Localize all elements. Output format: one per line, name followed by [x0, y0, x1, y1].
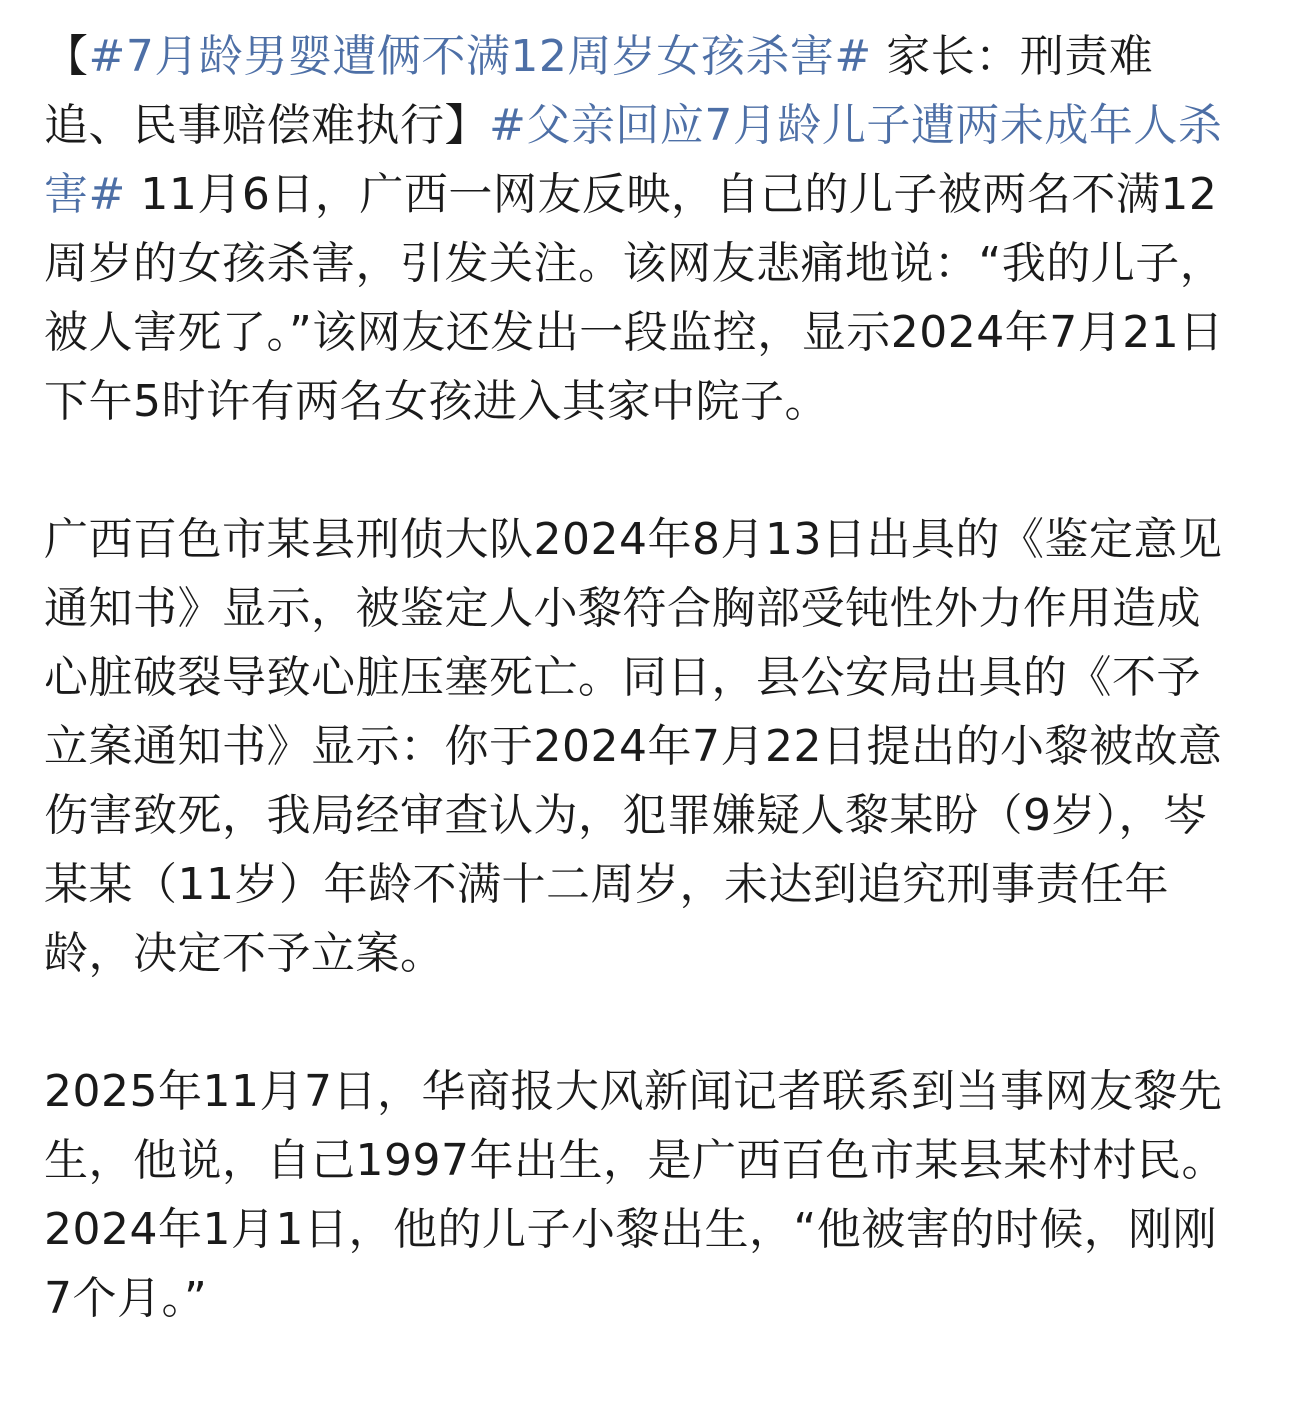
- paragraph-1-body: 11月6日，广西一网友反映，自己的儿子被两名不满12周岁的女孩杀害，引发关注。该网友悲痛地说：“我的儿子，被人害死了。”该网友还发出一段监控，显示2024年7月21日下午5时许有两名女孩进入其家中院子。: [44, 169, 1225, 427]
- paragraph-3: 2025年11月7日，华商报大风新闻记者联系到当事网友黎先生，他说，自己1997年出生，是广西百色市某县某村村民。2024年1月1日，他的儿子小黎出生，“他被害的时候，刚刚7个月。”: [44, 1066, 1226, 1324]
- post-content: [44, 22, 1240, 1333]
- paragraph-1: [44, 22, 1240, 436]
- paragraph-2: 广西百色市某县刑侦大队2024年8月13日出具的《鉴定意见通知书》显示，被鉴定人小黎符合胸部受钝性外力作用造成心脏破裂导致心脏压塞死亡。同日，县公安局出具的《不予立案通知书》显示：你于2024年7月22日提出的小黎被故意伤害致死，我局经审查认为，犯罪嫌疑人黎某盼（9岁），岑某某（11岁）年龄不满十二周岁，未达到追究刑事责任年龄，决定不予立案。: [44, 514, 1223, 979]
- headline-bracket-close: 】: [444, 100, 489, 151]
- headline-text: 家长：刑责难追、民事赔偿难执行: [44, 31, 1154, 151]
- hashtag-topic-2[interactable]: #父亲回应7月龄儿子遭两未成年人杀害#: [44, 100, 1223, 220]
- headline-bracket-open: 【: [44, 31, 89, 82]
- hashtag-topic-1[interactable]: #7月龄男婴遭俩不满12周岁女孩杀害#: [88, 31, 872, 82]
